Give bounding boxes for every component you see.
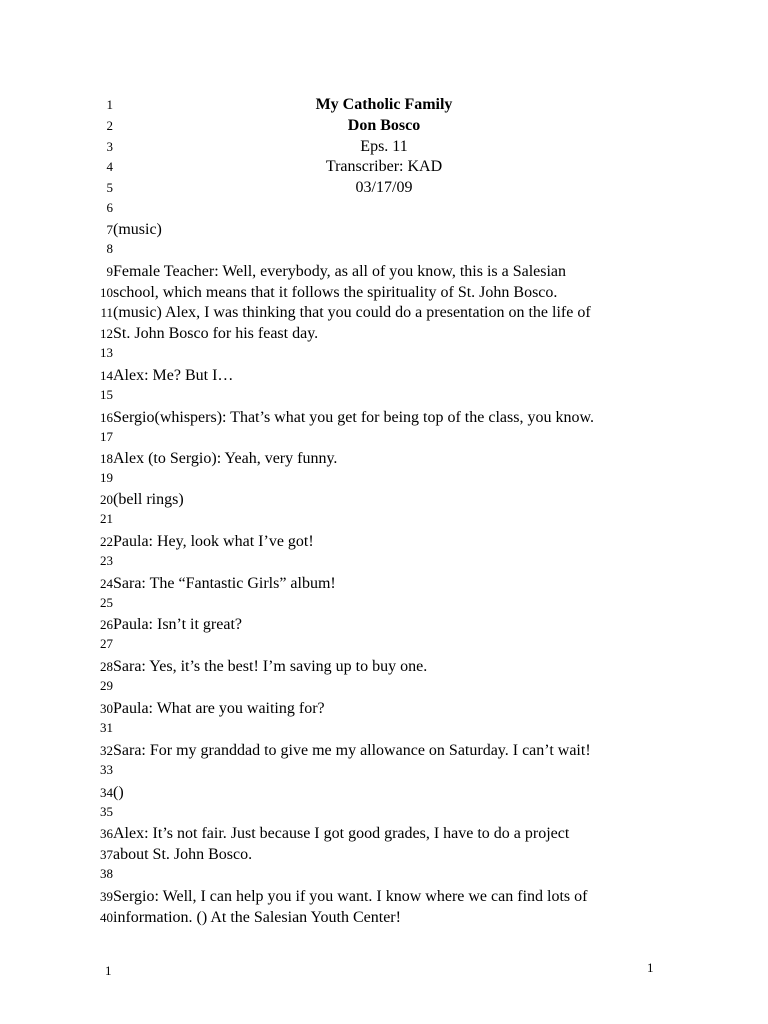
- line-number: 35: [100, 804, 113, 819]
- line-8: [0, 241, 768, 257]
- line-5: [0, 177, 768, 198]
- line-text: (music): [113, 221, 162, 238]
- line-18: [0, 448, 768, 469]
- line-text: St. John Bosco for his feast day.: [113, 325, 319, 342]
- line-number: 31: [100, 720, 113, 735]
- line-1: [0, 94, 768, 115]
- line-35: [0, 804, 768, 820]
- transcriber-label: Transcriber: KAD: [325, 158, 443, 175]
- line-33: [0, 762, 768, 778]
- line-number: 28: [100, 659, 113, 674]
- line-22: [0, 531, 768, 552]
- line-13: [0, 345, 768, 361]
- line-number: 30: [100, 701, 113, 716]
- line-number: 25: [100, 595, 113, 610]
- line-14: [0, 365, 768, 386]
- line-text: Sara: The “Fantastic Girls” album!: [113, 575, 336, 592]
- line-text: Sara: For my granddad to give me my allowance on Saturday. I can’t wait!: [113, 742, 591, 759]
- line-text: about St. John Bosco.: [113, 846, 253, 863]
- page-number: 1: [647, 960, 654, 975]
- line-number: 38: [100, 866, 113, 881]
- line-32: [0, 740, 768, 761]
- line-number: 34: [100, 785, 113, 800]
- line-number: 23: [100, 553, 113, 568]
- line-12: [0, 323, 768, 344]
- line-7: [0, 219, 768, 240]
- line-number: 12: [100, 326, 113, 341]
- line-number: 17: [100, 429, 113, 444]
- line-16: [0, 407, 768, 428]
- line-number: 26: [100, 617, 113, 632]
- line-number: 13: [100, 345, 113, 360]
- line-30: [0, 698, 768, 719]
- line-text: Paula: Isn’t it great?: [113, 616, 242, 633]
- line-text: Paula: Hey, look what I’ve got!: [113, 533, 314, 550]
- line-number: 29: [100, 678, 113, 693]
- line-text: school, which means that it follows the spirituality of St. John Bosco.: [113, 284, 558, 301]
- document-title: My Catholic Family: [315, 96, 453, 113]
- line-number: 7: [106, 222, 113, 237]
- line-text: Alex: It’s not fair. Just because I got good grades, I have to do a project: [113, 825, 570, 842]
- date-label: 03/17/09: [355, 179, 413, 196]
- line-text: Sergio: Well, I can help you if you want. I know where we can find lots of: [113, 888, 588, 905]
- line-text: information. () At the Salesian Youth Center!: [113, 909, 401, 926]
- line-number: 8: [106, 241, 113, 256]
- line-text: (bell rings): [113, 491, 184, 508]
- line-number: 32: [100, 743, 113, 758]
- line-number: 19: [100, 470, 113, 485]
- line-6: [0, 200, 768, 216]
- line-number: 24: [100, 576, 113, 591]
- line-9: [0, 261, 768, 282]
- line-26: [0, 614, 768, 635]
- line-number: 14: [100, 368, 113, 383]
- line-number: 11: [100, 305, 113, 320]
- line-number: 4: [106, 159, 113, 174]
- line-4: [0, 156, 768, 177]
- line-40: [0, 907, 768, 928]
- line-text: (music) Alex, I was thinking that you could do a presentation on the life of: [113, 304, 591, 321]
- line-number: 21: [100, 511, 113, 526]
- line-24: [0, 573, 768, 594]
- line-27: [0, 636, 768, 652]
- line-number: 1: [106, 97, 113, 112]
- line-21: [0, 511, 768, 527]
- line-10: [0, 282, 768, 303]
- line-text: Alex: Me? But I…: [113, 367, 234, 384]
- line-number: 3: [106, 139, 113, 154]
- line-37: [0, 844, 768, 865]
- line-number: 27: [100, 636, 113, 651]
- line-number: 18: [100, 451, 113, 466]
- line-number: 39: [100, 889, 113, 904]
- footer-line-number: 1: [105, 963, 112, 978]
- line-38: [0, 866, 768, 882]
- line-number: 20: [100, 492, 113, 507]
- line-number: 15: [100, 387, 113, 402]
- line-11: [0, 302, 768, 323]
- line-23: [0, 553, 768, 569]
- line-text: (): [113, 784, 124, 801]
- line-3: [0, 136, 768, 157]
- line-20: [0, 489, 768, 510]
- line-39: [0, 886, 768, 907]
- line-text: Sergio(whispers): That’s what you get for being top of the class, you know.: [113, 409, 594, 426]
- line-text: Sara: Yes, it’s the best! I’m saving up to buy one.: [113, 658, 428, 675]
- line-34: [0, 782, 768, 803]
- line-number: 33: [100, 762, 113, 777]
- document-subtitle: Don Bosco: [347, 117, 421, 134]
- line-number: 5: [106, 180, 113, 195]
- line-text: Female Teacher: Well, everybody, as all of you know, this is a Salesian: [113, 263, 567, 280]
- line-number: 22: [100, 534, 113, 549]
- line-19: [0, 470, 768, 486]
- episode-label: Eps. 11: [360, 138, 408, 155]
- line-2: [0, 115, 768, 136]
- line-25: [0, 595, 768, 611]
- line-28: [0, 656, 768, 677]
- line-text: Paula: What are you waiting for?: [113, 700, 325, 717]
- line-15: [0, 387, 768, 403]
- line-number: 36: [100, 826, 113, 841]
- line-17: [0, 429, 768, 445]
- line-text: Alex (to Sergio): Yeah, very funny.: [113, 450, 338, 467]
- line-number: 10: [100, 285, 113, 300]
- line-number: 16: [100, 410, 113, 425]
- line-number: 6: [106, 200, 113, 215]
- line-number: 40: [100, 910, 113, 925]
- line-31: [0, 720, 768, 736]
- line-number: 37: [100, 847, 113, 862]
- line-29: [0, 678, 768, 694]
- line-36: [0, 823, 768, 844]
- line-number: 9: [106, 264, 113, 279]
- line-number: 2: [106, 118, 113, 133]
